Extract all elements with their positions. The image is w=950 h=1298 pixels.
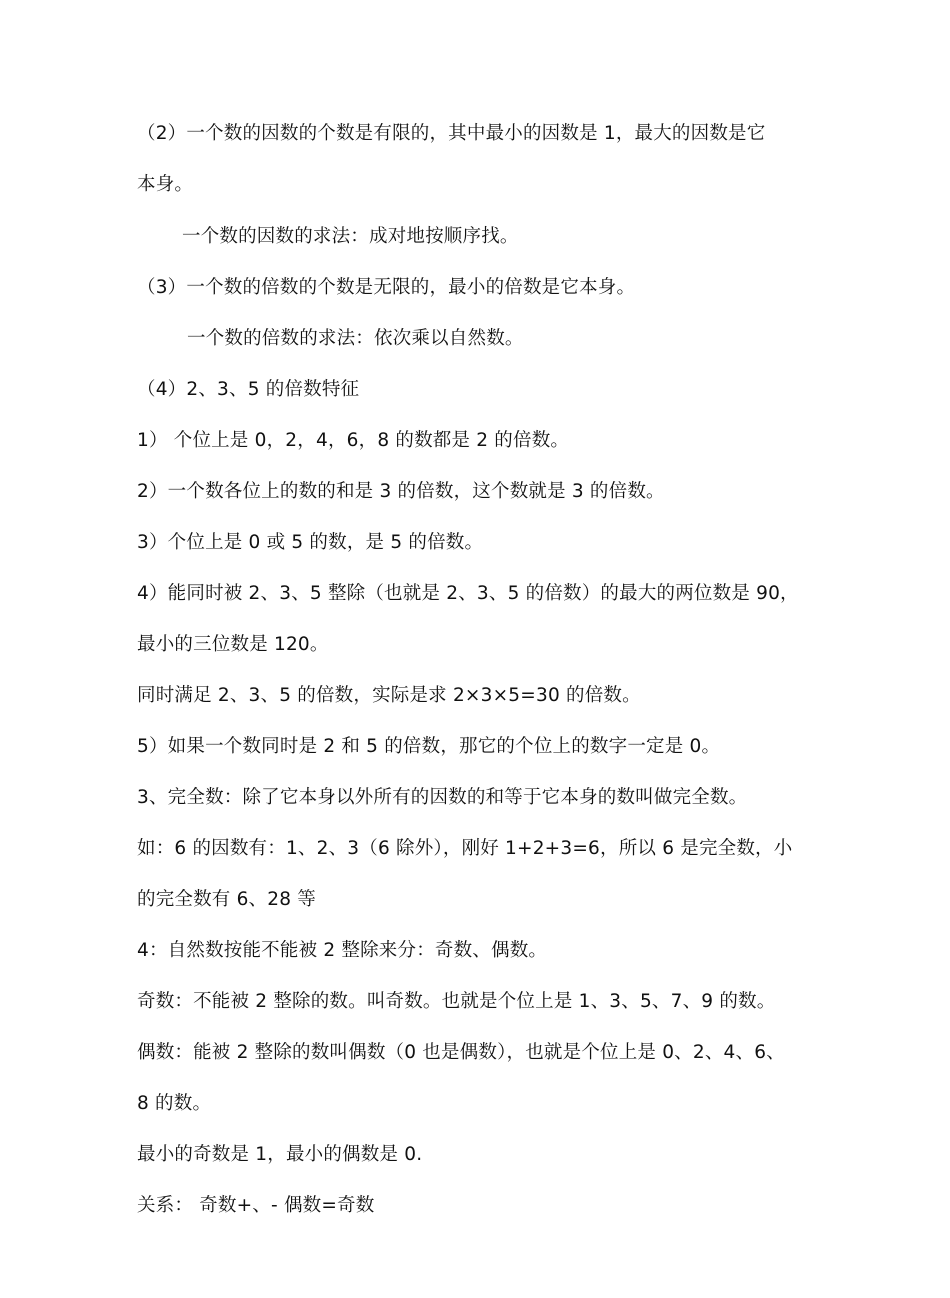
text-line-relation: 关系： 奇数+、- 偶数=奇数	[137, 1195, 375, 1216]
text-line-even-definition-cont: 8 的数。	[137, 1093, 212, 1114]
text-line-odd-even-heading: 4：自然数按能不能被 2 整除来分：奇数、偶数。	[137, 940, 548, 961]
text-line-rule-4-cont: 最小的三位数是 120。	[137, 634, 329, 655]
text-line-rule-1: 1） 个位上是 0，2，4，6，8 的数都是 2 的倍数。	[137, 430, 570, 451]
text-line-factor-method: 一个数的因数的求法：成对地按顺序找。	[182, 226, 519, 247]
text-line-235-heading: （4）2、3、5 的倍数特征	[137, 379, 360, 400]
text-line-even-definition: 偶数：能被 2 整除的数叫偶数（0 也是偶数），也就是个位上是 0、2、4、6、	[137, 1042, 785, 1063]
text-line-rule-3: 3）个位上是 0 或 5 的数，是 5 的倍数。	[137, 532, 484, 553]
text-line-perfect-number: 3、完全数：除了它本身以外所有的因数的和等于它本身的数叫做完全数。	[137, 787, 748, 808]
text-line-smallest-odd-even: 最小的奇数是 1，最小的偶数是 0.	[137, 1144, 423, 1165]
text-line-perfect-example: 如：6 的因数有：1、2、3（6 除外），刚好 1+2+3=6，所以 6 是完全数，小	[137, 838, 793, 859]
text-line-factor-count-cont: 本身。	[137, 174, 194, 195]
text-line-rule-4: 4）能同时被 2、3、5 整除（也就是 2、3、5 的倍数）的最大的两位数是 90，	[137, 583, 799, 604]
text-line-rule-5: 5）如果一个数同时是 2 和 5 的倍数，那它的个位上的数字一定是 0。	[137, 736, 721, 757]
text-line-rule-2: 2）一个数各位上的数的和是 3 的倍数，这个数就是 3 的倍数。	[137, 481, 665, 502]
text-line-perfect-example-cont: 的完全数有 6、28 等	[137, 889, 316, 910]
text-line-rule-4-note: 同时满足 2、3、5 的倍数，实际是求 2×3×5=30 的倍数。	[137, 685, 641, 706]
text-line-factor-count: （2）一个数的因数的个数是有限的，其中最小的因数是 1，最大的因数是它	[137, 123, 766, 144]
text-line-multiple-count: （3）一个数的倍数的个数是无限的，最小的倍数是它本身。	[137, 277, 636, 298]
text-line-multiple-method: 一个数的倍数的求法：依次乘以自然数。	[187, 328, 524, 349]
text-line-odd-definition: 奇数：不能被 2 整除的数。叫奇数。也就是个位上是 1、3、5、7、9 的数。	[137, 991, 776, 1012]
